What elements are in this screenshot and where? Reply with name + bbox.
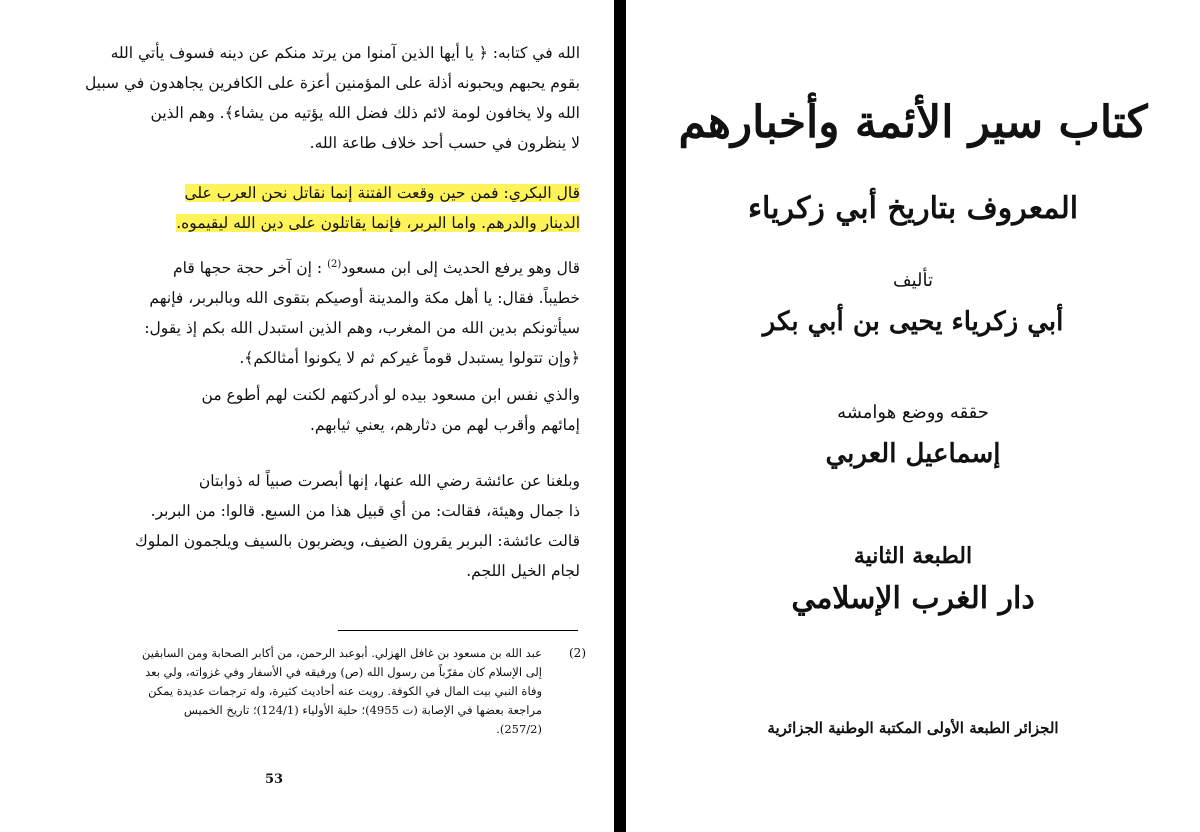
text-line-end: : إن آخر حجة حجها قام [173, 259, 323, 278]
page-gutter [614, 0, 626, 832]
footnote-line: (257/2). [496, 722, 542, 736]
text-line: لجام الخيل اللجم. [466, 562, 580, 580]
author-label: تأليف [892, 270, 934, 291]
text-line: والذي نفس ابن مسعود بيده لو أدركتهم لكنت لهم أطوع من [201, 386, 580, 404]
text-line: وبلغنا عن عائشة رضي الله عنها، إنها أبصرت صبياً له ذوابتان [198, 472, 580, 490]
book-subtitle: المعروف بتاريخ أبي زكرياء [747, 191, 1079, 226]
footnote-line: إلى الإسلام كان مقرّباً من رسول الله (ص) ورفيقه في الأسفار وفي غزواته، ولي بعد [145, 665, 542, 679]
highlighted-paragraph [48, 178, 580, 238]
editor-name: إسماعيل العربي [825, 439, 1001, 469]
publisher-name: دار الغرب الإسلامي [791, 581, 1035, 616]
text-line: سيأتونكم بدين الله من المغرب، وهم الذين استبدل الله بكم إذ يقول: [144, 319, 580, 338]
text-line: لا ينظرون في حسب أحد خلاف طاعة الله. [309, 134, 580, 152]
author-name: أبي زكرياء يحيى بن أبي بكر [762, 307, 1064, 337]
footnote-line: عبد الله بن مسعود بن غافل الهزلي. أبوعبد الرحمن، من أكابر الصحابة ومن السابقين [141, 646, 542, 660]
edition-label: الطبعة الثانية [853, 543, 973, 569]
co-publisher: الجزائر الطبعة الأولى المكتبة الوطنية الجزائرية [767, 719, 1059, 737]
text-line: قالت عائشة: البربر يقرون الضيف، ويضربون بالسيف ويلجمون الملوك [134, 532, 580, 550]
footnote-divider [338, 630, 578, 631]
paragraph-4 [48, 380, 580, 440]
text-line: ذا جمال وهيئة، فقالت: من أي قبيل هذا من السبع. قالوا: من البربر. [150, 502, 580, 520]
footnote-text [48, 644, 542, 739]
text-line-start: قال وهو يرفع الحديث إلى ابن مسعود [341, 259, 580, 278]
text-line: خطيباً. فقال: يا أهل مكة والمدينة أوصيكم بتقوى الله وبالبربر، فإنهم [149, 289, 580, 308]
highlighted-line: الدينار والدرهم. واما البربر، فإنما يقاتلون على دين الله ليقيموه. [176, 214, 580, 232]
page-number: 53 [265, 772, 284, 787]
text-line: الله في كتابه: ﴿ يا أيها الذين آمنوا من يرتد منكم عن دينه فسوف يأتي الله [110, 44, 580, 62]
paragraph-1 [48, 38, 580, 158]
text-line: بقوم يحبهم ويحبونه أذلة على المؤمنين أعزة على الكافرين يجاهدون في سبيل [84, 74, 580, 92]
paragraph-5 [48, 466, 580, 586]
text-line: إمائهم وأقرب لهم من دثارهم، يعني ثيابهم. [309, 416, 580, 434]
footnote-reference: (2) [327, 259, 342, 270]
book-title: كتاب سير الأئمة وأخبارهم [678, 97, 1148, 148]
footnote [48, 644, 586, 739]
text-line [48, 250, 580, 283]
footnote-line: وفاة النبي بيت المال في الكوفة. رويت عنه أحاديث كثيرة، وله ترجمات عديدة يمكن [148, 684, 542, 698]
footnote-number: (2) [568, 646, 586, 660]
footnote-line: مراجعة بعضها في الإصابة (ت 4955)؛ حلية الأولياء (124/1)؛ تاريخ الخميس [183, 703, 542, 717]
text-line: ﴿وإن تتولوا يستبدل قوماً غيركم ثم لا يكونوا أمثالكم﴾. [239, 349, 580, 368]
highlighted-line: قال البكري: فمن حين وقعت الفتنة إنما نقاتل نحن العرب على [184, 184, 580, 202]
right-page-title [626, 0, 1200, 832]
paragraph-3 [48, 250, 580, 373]
text-line: الله ولا يخافون لومة لائم ذلك فضل الله يؤتيه من يشاء﴾. وهم الذين [150, 104, 580, 122]
editor-label: حققه ووضع هوامشه [837, 402, 989, 423]
